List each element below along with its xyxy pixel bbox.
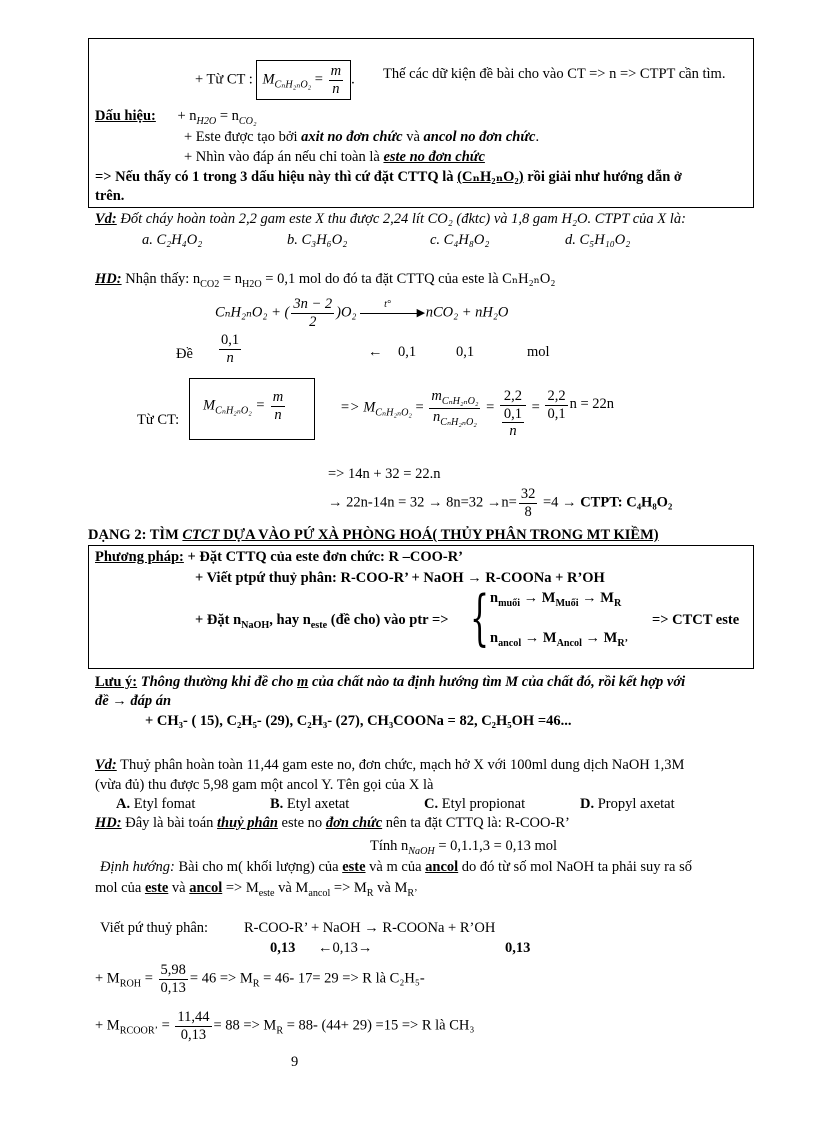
molar-mass-calc: => $M_{C_nH_{2n}O_2}$ = $\frac{m_{C_nH_{2n}O_2}}{n_{C_nH_{2n}O_2}}$ = $\frac{2,2}{\frac{0,1}{n}}$ = $\frac{2,2}{0,1}$ n = 22n (340, 388, 615, 440)
method-result: => CTCT este (652, 612, 740, 628)
de-unit: mol (527, 344, 550, 360)
de-arrow: ← (368, 344, 383, 360)
step-1: => 14n + 32 = 22.n (328, 466, 441, 482)
hydrolysis-label: Viết pứ thuỷ phân: (100, 920, 209, 936)
note-line-1: Lưu ý: Thông thường khi đề cho m của chất nào ta định hướng tìm M của chất đó, rồi kết hợp với (95, 674, 686, 690)
example1-option-d: d. C₅H₁₀O₂ (565, 232, 631, 248)
branch-salt: $n_{muối} \to M_{Muối} \to M_R$ (490, 590, 622, 609)
example1-option-c: c. C₄H₈O₂ (430, 232, 490, 248)
conclusion-line-2: trên. (95, 188, 125, 204)
example2-hd: HD: Đây là bài toán thuỷ phân este no đơn chức nên ta đặt CTTQ là: R-COO-R’ (95, 815, 570, 831)
example2-option-c: C. Etyl propionat (424, 796, 526, 812)
method-line-2: + Viết ptpứ thuỷ phân: R-COO-R’ + NaOH → R-COONa + R’OH (195, 570, 605, 586)
step-2: → 22n-14n = 32 → 8n=32 →n= $\frac{32}{8}$ =4 → CTPT: C₄H₈O₂ (328, 486, 673, 520)
note-values: + CH₃- ( 15), C₂H₅- (29), C₂H₃- (27), CH₃COONa = 82, C₂H₅OH =46... (145, 713, 572, 729)
example1-question: Vd: Đốt cháy hoàn toàn 2,2 gam este X thu được 2,24 lít CO₂ (đktc) và 1,8 gam H₂O. CTPT của X là: (95, 211, 686, 227)
hydrolysis-value-2: ←0,13→ (318, 940, 373, 956)
tu-ct-label: Từ CT: (137, 412, 180, 428)
de-fraction: $\frac{0,1}{n}$ (221, 332, 240, 366)
example1-hd: HD: Nhận thấy: $n_{CO2} = n_{H2O} = 0,1$ mol do đó ta đặt CTTQ của este là CₙH₂ₙO₂ (95, 271, 556, 290)
signs-line-2: + Este được tạo bởi axit no đơn chức và ancol no đơn chức. (184, 129, 540, 145)
example1-option-b: b. C₃H₆O₂ (287, 232, 348, 248)
hydrolysis-value-3: 0,13 (505, 940, 531, 956)
de-value-1: 0,1 (398, 344, 417, 360)
mroh-calc: + $M_{ROH}$ = $\frac{5,98}{0,13}$ = $46 => M_R = 46-$ 17= 29 => R là C₂H₅- (95, 962, 425, 996)
combustion-equation: CₙH₂ₙO₂ + ( $\frac{3n - 2}{2}$ )O₂ t° ▶ nCO₂ + nH₂O (215, 296, 509, 330)
section2-title: DẠNG 2: TÌM CTCT DỰA VÀO PỨ XÀ PHÒNG HOÁ( THỦY PHÂN TRONG MT KIỀM) (88, 527, 659, 543)
signs-line-1: Dấu hiệu: + $n_{H2O} = n_{CO_2}$ (95, 108, 257, 127)
example1-option-a: a. C₂H₄O₂ (142, 232, 203, 248)
signs-line-3: + Nhìn vào đáp án nếu chỉ toàn là este no đơn chức (184, 149, 485, 165)
example2-dinh-huong-1: Định hướng: Bài cho m( khối lượng) của este và m của ancol do đó từ số mol NaOH ta phải suy ra số (100, 859, 692, 875)
de-label: Đề (176, 346, 193, 362)
formula-box-2-content: $M_{C_nH_{2n}O_2}$ = $\frac{m}{n}$ (203, 389, 284, 423)
page-number: 9 (291, 1054, 299, 1070)
example2-tinh: Tính $n_{NaOH} = 0,1.1,3 = 0,13$ mol (370, 838, 558, 857)
method-line-3: + Đặt $n_{NaOH}$, hay $n_{este}$ (đề cho) vào ptr => (195, 612, 449, 631)
formula-line: + Từ CT : $M_{C_nH_{2n}O_2}$ = $\frac{m}{n}$ . (195, 60, 355, 100)
mrcoor-calc: + $M_{RCOOR’}$ = $\frac{11,44}{0,13}$ = $88 => M_R = 88-$ (44+ 29) =15 => R là CH₃ (95, 1009, 475, 1043)
branch-brace: { (470, 583, 490, 653)
example2-question-2: (vừa đủ) thu được 5,98 gam một ancol Y. Tên gọi của X là (95, 777, 434, 793)
de-value-2: 0,1 (456, 344, 475, 360)
note-line-2: đề → đáp án (95, 693, 172, 709)
example2-option-a: A. Etyl fomat (116, 796, 196, 812)
hydrolysis-equation: R-COO-R’ + NaOH → R-COONa + R’OH (244, 920, 496, 936)
conclusion-line: => Nếu thấy có 1 trong 3 dấu hiệu này thì cứ đặt CTTQ là (CₙH₂ₙO₂) rồi giải như hướng dẫn ở (95, 169, 682, 185)
example2-option-b: B. Etyl axetat (270, 796, 350, 812)
method-line-1: Phương pháp: + Đặt CTTQ của este đơn chức: R –COO-R’ (95, 549, 463, 565)
hydrolysis-value-1: 0,13 (270, 940, 296, 956)
example2-question-1: Vd: Thuỷ phân hoàn toàn 11,44 gam este no, đơn chức, mạch hở X với 100ml dung dịch NaOH 1,3M (95, 757, 685, 773)
example2-dinh-huong-2: mol của este và ancol => $M_{este}$ và $M_{ancol} => M_R$ và $M_{R’}$ (95, 880, 418, 899)
formula-instruction: Thế các dữ kiện đề bài cho vào CT => n => CTPT cần tìm. (383, 66, 726, 82)
formula-box: $M_{C_nH_{2n}O_2}$ = $\frac{m}{n}$ (256, 60, 351, 100)
example2-option-d: D. Propyl axetat (580, 796, 675, 812)
branch-alcohol: $n_{ancol} \to M_{Ancol} \to M_{R’}$ (490, 630, 629, 649)
reaction-arrow: t° ▶ (360, 313, 422, 314)
